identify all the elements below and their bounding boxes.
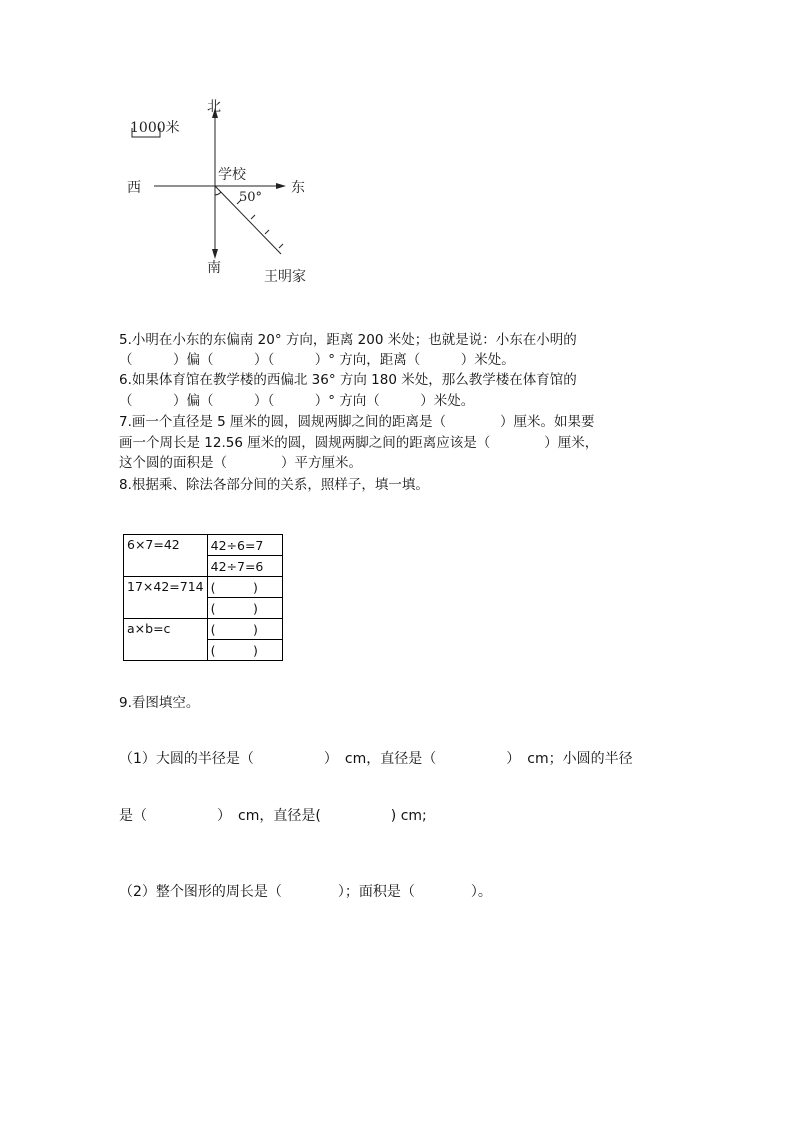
relation-table [123,534,283,661]
question-9-part-1-line-1: （1）大圆的半径是（ ） cm，直径是（ ） cm；小圆的半径 [119,751,633,767]
tick-4 [279,244,283,248]
question-7-line-1: 7.画一个直径是 5 厘米的圆，圆规两脚之间的距离是（ ）厘米。如果要 [119,414,595,430]
question-5-line-2: （ ）偏（ ）（ ）° 方向，距离（ ）米处。 [119,352,515,368]
scale-label: 1000米 [130,120,180,136]
compass-diagram [118,94,338,294]
question-9-title: 9.看图填空。 [119,695,200,711]
question-6-line-1: 6.如果体育馆在教学楼的西偏北 36° 方向 180 米处，那么教学楼在体育馆的 [119,372,577,388]
west-label: 西 [127,180,141,196]
angle-label: 50° [239,190,263,205]
question-8: 8.根据乘、除法各部分间的关系，照样子，填一填。 [119,477,429,493]
table-cell-equation: 17×42=714 [124,577,208,619]
question-9-part-1-line-2: 是（ ） cm，直径是( ) cm; [119,808,427,824]
table-cell-blank[interactable]: ( ) [207,598,282,619]
question-7-line-2: 画一个周长是 12.56 厘米的圆，圆规两脚之间的距离应该是（ ）厘米， [119,435,599,451]
table-row [124,619,283,640]
table-cell: 42÷7=6 [207,556,282,577]
east-label: 东 [291,180,305,196]
table-row [124,577,283,598]
angle-arc [215,192,221,195]
question-7-line-3: 这个圆的面积是（ ）平方厘米。 [119,455,362,471]
east-arrow-icon [276,183,286,189]
home-label: 王明家 [264,269,306,285]
table-cell-blank[interactable]: ( ) [207,619,282,640]
tick-2 [251,215,255,219]
table-cell: 42÷6=7 [207,535,282,556]
question-9-part-2: （2）整个图形的周长是（ ）；面积是（ ）。 [119,884,492,900]
south-label: 南 [207,260,221,276]
north-label: 北 [207,99,221,115]
question-6-line-2: （ ）偏（ ）（ ）° 方向（ ）米处。 [119,393,475,409]
question-5-line-1: 5.小明在小东的东偏南 20° 方向，距离 200 米处；也就是说：小东在小明的 [119,332,577,348]
school-label: 学校 [218,167,246,183]
tick-3 [265,230,269,234]
table-cell-equation: a×b=c [124,619,208,661]
table-cell-blank[interactable]: ( ) [207,640,282,661]
table-cell-blank[interactable]: ( ) [207,577,282,598]
south-arrow-icon [212,249,218,259]
table-row [124,535,283,556]
table-cell-equation: 6×7=42 [124,535,208,577]
